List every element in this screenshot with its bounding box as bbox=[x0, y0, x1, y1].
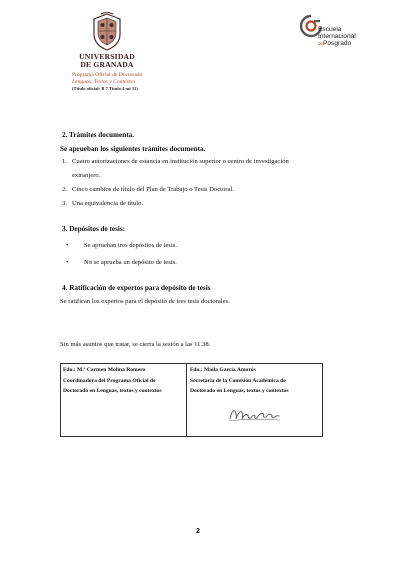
bullet-icon: • bbox=[66, 259, 69, 266]
section2-item-number: 1. bbox=[62, 158, 67, 165]
program-subtitle: Lenguas, Textos y Contextos bbox=[72, 79, 136, 85]
section4-heading: 4. Ratificación de expertos para depósito de tesis bbox=[62, 284, 211, 292]
section2-item-number: 3. bbox=[62, 200, 67, 207]
university-name-line1: UNIVERSIDAD bbox=[79, 52, 135, 61]
school-posgrado: Posgrado bbox=[323, 40, 352, 47]
section3-bullet-text: No se aprueba un depósito de tesis. bbox=[84, 259, 177, 266]
school-name-line3 bbox=[318, 40, 351, 47]
bullet-icon: • bbox=[66, 242, 69, 249]
right-signatory-role-line2: Doctorado en Lenguas, textos y contextos bbox=[190, 388, 289, 394]
section4-text: Se ratifican los expertos para el depósito de tres tesis doctorales. bbox=[60, 298, 230, 305]
section3-bullet-text: Se aprueban tres depósitos de tesis. bbox=[84, 242, 178, 249]
section2-item-text-continued: extranjero. bbox=[72, 172, 101, 179]
right-signatory-role-line1: Secretaria de la Comisión Académica de bbox=[190, 378, 286, 384]
section3-heading: 3. Depósitos de tesis: bbox=[62, 225, 126, 233]
handwritten-signature-image bbox=[226, 403, 282, 425]
closing-statement: Sin más asuntos que tratar, se cierra la sesión a las 11.38. bbox=[60, 341, 211, 348]
section2-item-text: Una equivalencia de título. bbox=[72, 200, 144, 207]
signature-table bbox=[60, 363, 323, 437]
program-code: (Título oficial: B 7 Título 4 mi 31) bbox=[72, 86, 138, 91]
left-signatory-name: Fdo.: M.ª Carmen Molina Romero bbox=[63, 367, 146, 373]
university-crest-logo bbox=[90, 12, 124, 52]
section2-heading: 2. Trámites documenta. bbox=[62, 131, 135, 139]
section2-item-text: Cuatro autorizaciones de estancia en institución superior o centro de investigación bbox=[72, 158, 289, 165]
page-number: 2 bbox=[196, 528, 200, 535]
program-title: Programa Oficial de Doctorado bbox=[72, 72, 143, 78]
section2-subheading: Se aprueban los siguientes trámites documenta. bbox=[60, 145, 206, 153]
school-de: de bbox=[318, 41, 324, 46]
left-signatory-role-line2: Doctorado en Lenguas, textos y contextos bbox=[63, 388, 162, 394]
section2-item-number: 2. bbox=[62, 186, 67, 193]
section2-item-text: Cinco cambios de título del Plan de Trabajo o Tesis Doctoral. bbox=[72, 186, 234, 193]
signature-table-divider bbox=[186, 363, 187, 437]
left-signatory-role-line1: Coordinadora del Programa Oficial de bbox=[63, 378, 156, 384]
right-signatory-name: Fdo.: Maila García Amorós bbox=[190, 367, 256, 373]
school-name-line2: Internacional bbox=[318, 33, 356, 40]
school-name-line1: Escuela bbox=[318, 26, 342, 33]
university-name-line2: DE GRANADA bbox=[80, 60, 134, 69]
